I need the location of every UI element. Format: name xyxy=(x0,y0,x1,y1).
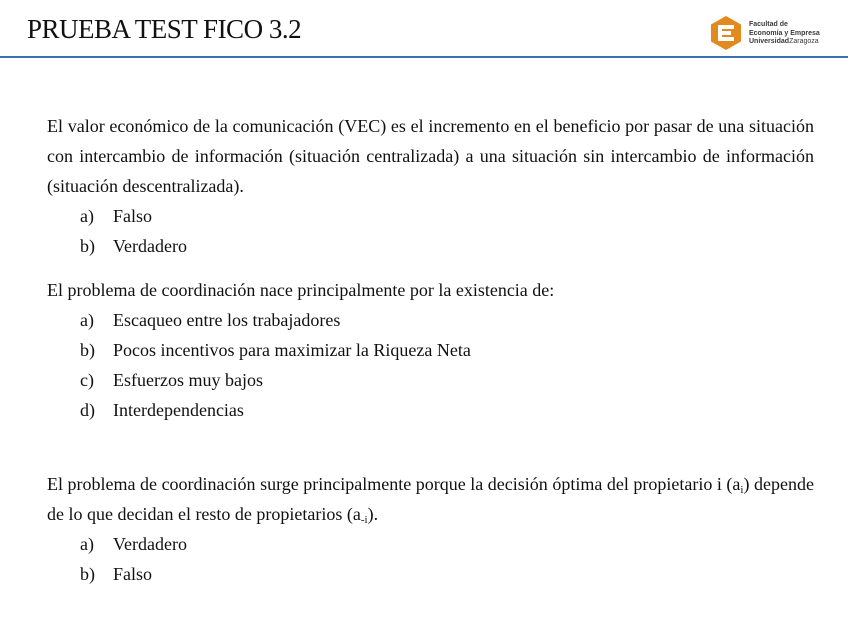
logo-text xyxy=(749,21,820,47)
header-divider xyxy=(0,56,848,58)
question-3-options xyxy=(47,529,814,589)
question-1-options xyxy=(47,201,814,261)
question-3-text xyxy=(47,469,814,529)
question-2-option-c[interactable] xyxy=(47,365,814,395)
logo-line-3-university: Universidad xyxy=(749,38,790,45)
question-2-option-a[interactable] xyxy=(47,305,814,335)
question-1-text: El valor económico de la comunicación (VEC) es el incremento en el beneficio por pasar de una situación con intercambio de información (situación centralizada) a una situación sin intercambio de información (situación descentralizada). xyxy=(47,116,814,196)
question-2 xyxy=(47,275,814,425)
option-text: Pocos incentivos para maximizar la Riqueza Neta xyxy=(113,340,471,360)
question-1 xyxy=(47,111,814,261)
question-2-options xyxy=(47,305,814,425)
option-letter: c) xyxy=(80,370,94,390)
slide-header xyxy=(0,0,848,58)
university-logo-icon xyxy=(709,15,743,51)
option-text: Verdadero xyxy=(113,236,187,256)
question-3-option-b[interactable] xyxy=(47,559,814,589)
question-3-text-part-2: ) depende de lo que decidan el resto de propietarios (a xyxy=(47,474,814,524)
question-3-option-a[interactable] xyxy=(47,529,814,559)
question-2-text: El problema de coordinación nace principalmente por la existencia de: xyxy=(47,280,555,300)
option-text: Falso xyxy=(113,206,153,226)
question-3 xyxy=(47,469,814,589)
option-letter: b) xyxy=(80,236,95,256)
question-3-text-part-1: El problema de coordinación surge principalmente porque la decisión óptima del propietario i (a xyxy=(47,474,741,494)
page-title: PRUEBA TEST FICO 3.2 xyxy=(27,14,302,44)
option-text: Falso xyxy=(113,564,153,584)
subscript-i: i xyxy=(740,484,744,496)
question-1-option-a[interactable] xyxy=(47,201,814,231)
logo-line-1: Facultad de xyxy=(749,21,788,28)
quiz-content xyxy=(47,111,814,589)
option-letter: a) xyxy=(80,206,94,226)
university-logo xyxy=(709,15,839,51)
logo-line-3-city: Zaragoza xyxy=(789,38,819,45)
logo-line-2: Economía y Empresa xyxy=(749,29,820,37)
option-letter: b) xyxy=(80,564,95,584)
option-text: Escaqueo entre los trabajadores xyxy=(113,310,341,330)
option-text: Esfuerzos muy bajos xyxy=(113,370,263,390)
option-text: Interdependencias xyxy=(113,400,244,420)
option-letter: a) xyxy=(80,534,94,554)
question-2-option-d[interactable] xyxy=(47,395,814,425)
question-1-option-b[interactable] xyxy=(47,231,814,261)
subscript-minus-i: -i xyxy=(360,514,368,526)
question-2-option-b[interactable] xyxy=(47,335,814,365)
option-text: Verdadero xyxy=(113,534,187,554)
question-3-text-part-3: ). xyxy=(367,504,379,524)
option-letter: b) xyxy=(80,340,95,360)
option-letter: a) xyxy=(80,310,94,330)
option-letter: d) xyxy=(80,400,95,420)
